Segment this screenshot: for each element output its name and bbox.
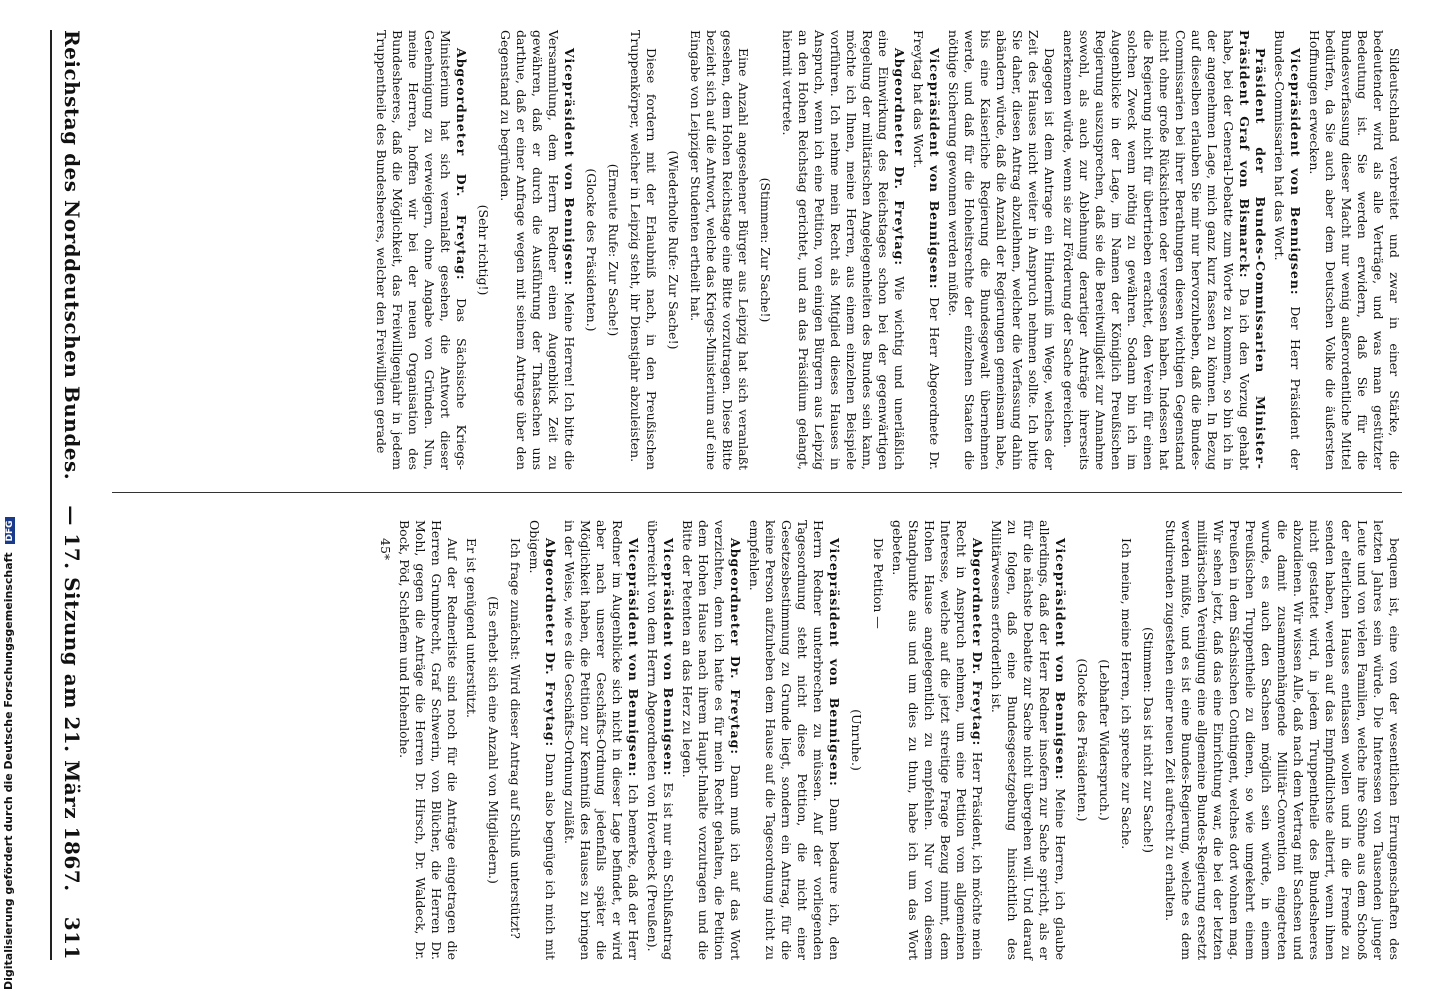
speaker-name: Abgeordneter Dr. Freytag:	[454, 48, 469, 299]
interjection	[1074, 520, 1090, 960]
paragraph-text: Eine Anzahl angesehener Bürger aus Leipzig hat sich veranlaßt gesehen, dem Hohen Reichstage eine Bitte vorzutragen. Diese Bitte bezieht sich auf die Antwort, welche das Kriegs-Ministerium auf eine Eingabe von Leipziger Studenten ertheilt hat.	[688, 30, 751, 470]
interjection	[757, 30, 773, 470]
paragraph	[746, 520, 842, 960]
paragraph	[910, 30, 942, 470]
paragraph-text: (Erneute Rufe: Zur Sache!)	[606, 163, 621, 337]
paragraph-text: Ich meine, meine Herren, ich spreche zur Sache.	[1119, 538, 1134, 850]
speaker-name: Vicepräsident von Bennigsen:	[927, 48, 942, 298]
paragraph-text: Ich frage zunächst: Wird dieser Antrag auf Schluß unterstützt?	[508, 538, 523, 939]
paragraph-text: Meine Herren, ich glaube allerdings, daß der Herr Redner insofern zur Sache spricht, als er für die nächste Debatte zur Sache nicht übergehen will. Und darauf zu folgen, daß eine Bundesgesetzgebung hinsichtlich des Militärwesens erforderlich ist.	[989, 520, 1068, 960]
paragraph	[679, 520, 743, 960]
paragraph	[1060, 30, 1268, 470]
interjection	[848, 520, 864, 960]
speaker-name: Abgeordneter Dr. Freytag:	[970, 538, 985, 752]
speaker-name: Abgeordneter Dr. Freytag:	[892, 48, 907, 277]
paragraph-text: Dagegen ist dem Antrage ein Hinderniß im Wege, welches der Zeit des Hauses nicht weiter in Anspruch nehmen sollte. Ich bitte Sie daher, diesen Antrag abzulehnen, welcher die Verfassung dahin abändern würde, daß die Anzahl der Regierungen gemeinsam habe, bis eine Kaiserliche Regierung die Bundesgewalt übernehmen werde, und daß für die Hoheitsrechte der einzelnen Staaten die nöthige Sicherung gewonnen werden müßte.	[946, 30, 1057, 470]
paragraph-text: Herr Präsident, ich möchte mein Recht in Anspruch nehmen, um eine Petition vom allgemeinen Interesse, welche auf die jetzt streitige Frage Bezug nimmt, dem Hohen Hause angelegentlich zu empfehlen. Nur von diesem Standpunkte aus und um dies zu thun, habe ich um das Wort gebeten.	[890, 520, 985, 960]
paragraph-text: (Unruhe.)	[849, 709, 864, 771]
header-title: Reichstag des Norddeutschen Bundes.	[60, 30, 84, 481]
paragraph	[1118, 520, 1134, 960]
speaker-name: Präsident der Bundes-Commissarien Minister-Präsident Graf von Bismarck:	[1237, 30, 1268, 470]
paragraph	[373, 30, 469, 470]
digitization-text: Digitalisierung gefördert durch die Deutsche Forschungsgemeinschaft	[2, 552, 15, 990]
paragraph-text: Dann also begnüge ich mich mit Obigem.	[527, 520, 558, 960]
paragraph	[1271, 30, 1303, 470]
paragraph	[988, 520, 1068, 960]
paragraph-text: 45*	[378, 538, 393, 561]
paragraph-text: Dann muß ich auf das Wort verzichten, denn ich hatte es für mein Recht gehalten, die Petition dem Hohen Hause nach ihrem Haupt-Inhalte vorzutragen und die Bitte der Petenten an das Herz zu legen.	[680, 520, 743, 960]
paragraph-text: (Glocke des Präsidenten.)	[1075, 658, 1090, 822]
page-header	[50, 30, 92, 960]
paragraph	[497, 30, 577, 470]
paragraph	[870, 520, 886, 960]
speaker-name: Vicepräsident von Bennigsen:	[1288, 48, 1303, 307]
paragraph-text: Da ich den Vorzug gehabt habe, bei der General-Debatte zum Worte zu kommen, so bin ich in der angenehmen Lage, mich ganz kurz fassen zu können. In Bezug auf dieselben erlauben Sie mir nur hervorzuheben, daß die Bundes-Commissarien bei ihrer Berathungen diesen wichtigen Gegenstand nicht ohne große Rücksichten oder vergessen haben. Indessen hat die Regierung nicht für übertrieben erachtet, den Verein für einen solchen Zweck wenn nöthig zu gewähren. Sodann bin ich im Augenblicke in der Lage, im Namen der Königlich Preußischen Regierung auszusprechen, daß sie die Bereitwilligkeit zur Annahme sowohl, als auch zur Ablehnung derartiger Anträge ihrerseits anerkennen würde, wenn sie zur Förderung der Sache gereichen.	[1061, 30, 1252, 470]
paragraph-text: Der Herr Abgeordnete Dr. Freytag hat das Wort.	[911, 30, 942, 470]
interjection	[1140, 520, 1156, 960]
paragraph-text: Die Petition —	[871, 538, 886, 629]
paragraph	[644, 520, 676, 960]
page-number: 311	[60, 916, 84, 960]
paragraph	[561, 520, 641, 960]
paragraph	[889, 520, 985, 960]
paragraph-text: Meine Herren! Ich bitte die Versammlung, dem Herrn Redner einen Augenblick Zeit zu gewähren, daß er durch die Ausführung der Thatsachen uns darthue, daß er einer Anfrage wegen mit seinem Antrage über den Gegenstand zu begründen.	[498, 30, 577, 470]
interjection	[665, 30, 681, 470]
paragraph	[945, 30, 1057, 470]
left-column	[112, 30, 1402, 470]
column-divider	[112, 492, 1402, 493]
paragraph-text: Diese fordern mit der Erlaubniß nach, in den Preußischen Truppenkörper, welcher in Leipzig steht, ihr Dienstjahr abzuleisten.	[628, 30, 659, 470]
right-column	[112, 520, 1402, 960]
speaker-name: Vicepräsident von Bennigsen:	[1053, 538, 1068, 789]
interjection	[475, 30, 491, 470]
paragraph-text: (Wiederholte Rufe: Zur Sache!)	[666, 150, 681, 350]
paragraph-text: Wie wichtig und unerläßlich eine Einwirkung des Reichstages schon bei der gegenwärtigen Regelung der militärischen Angelegenheiten des Bundes sein kann, möchte ich Ihnen, meine Herren, aus einem einzelnen Beispiele vorführen. Ich nehme mein Recht als Mitglied dieses Hauses in Anspruch, wenn ich eine Petition, von einigen Bürgern aus Leipzig an den Hohen Reichstag gerichtet, und an das Präsidium gelangt, hiermit vertrete.	[780, 30, 907, 470]
paragraph-text: Dann bedaure ich, den Herrn Redner unterbrechen zu müssen. Auf der vorliegenden Tagesordnung steht nicht diese Petition, die nicht einer Gesetzesbestimmung zu Grunde liegt, sondern ein Antrag, für die keine Person aufzuheben dem Hause auf die Tagesordnung nicht zu empfehlen.	[747, 520, 842, 960]
paragraph-text: bequem ist, eine von der wesentlichen Errungenschaften des letzten Jahres sein würde. Die Interessen von Tausenden junger Leute und von vielen Familien, welche ihre Söhne aus dem Schooß der elterlichen Hauses entlassen wollen und in die Fremde zu senden haben, werden auf das Empfindlichste alterirt, wenn ihnen nicht gestattet wird, in jedem Truppentheile des Bundesheeres abzudienen. Wir wissen Alle, daß nach dem Vertrag mit Sachsen und die damit zusammenhängende Militär-Convention eingetreten wurde, es auch den Sachsen möglich sein würde, in einem Preußischen Truppentheile zu dienen, so wie umgekehrt einem Preußen in dem Sächsischen Contingent, welches dort wohnen mag. Wir sehen jetzt, daß das eine Einrichtung war, die bei der letzten militärischen Vereinigung eine allgemeine Bundes-Regierung ersetzt werden müßte, und es ist eine Bundes-Regierung, welche es dem Studirenden zugestehen einer neuen Zeit aufrecht zu erhalten.	[1163, 520, 1402, 960]
paragraph-text: (Sehr richtig!)	[476, 204, 491, 296]
paragraph	[463, 520, 479, 960]
speaker-name: Abgeordneter Dr. Freytag:	[543, 538, 558, 753]
paragraph	[1306, 30, 1402, 470]
digitization-note	[0, 0, 20, 1000]
paragraph-text: Es ist nur ein Schlußantrag überreicht von dem Herrn Abgeordneten von Hoverbeck (Preußen).	[645, 520, 676, 960]
paragraph-text: Er ist genügend unterstützt.	[464, 538, 479, 718]
interjection	[1096, 520, 1112, 960]
header-session: — 17. Sitzung am 21. März 1867.	[60, 505, 84, 892]
speaker-name: Vicepräsident von Bennigsen:	[661, 538, 676, 783]
page-body	[32, 0, 1432, 1000]
paragraph-text: Der Herr Präsident der Bundes-Commissarien hat das Wort.	[1272, 30, 1303, 470]
interjection	[583, 30, 599, 470]
paragraph-text: (Stimmen: Das ist nicht zur Sache!)	[1141, 626, 1156, 854]
paragraph	[507, 520, 523, 960]
paragraph-text: Ich bemerke, daß der Herr Redner im Augenblicke sich nicht in dieser Lage befindet, er wird aber nach unserer Geschäfts-Ordnung jedenfalls später die Möglichkeit haben, die Petition zur Kenntniß des Hauses zu bringen in der Weise, wie es die Geschäfts-Ordnung zuläßt.	[562, 520, 641, 960]
paragraph	[526, 520, 558, 960]
paragraph-text: Auf der Rednerliste sind noch für die Anträge eingetragen die Herren Grumbrecht, Graf Schwerin, von Blücher, die Herren Dr. Mohl, gegen die Anträge die Herren Dr. Hirsch, Dr. Waldeck, Dr. Bock, Pöd, Schlefiem und Hohenlohe.	[397, 520, 460, 960]
paragraph	[687, 30, 751, 470]
interjection	[605, 30, 621, 470]
dfg-logo: DFG	[5, 517, 15, 544]
paragraph-text: (Lebhafter Widerspruch.)	[1097, 659, 1112, 821]
speaker-name: Vicepräsident von Bennigsen:	[562, 48, 577, 293]
paragraph	[627, 30, 659, 470]
paragraph-text: (Glocke des Präsidenten.)	[584, 168, 599, 332]
paragraph-text: Sildeutschland verbreitet und zwar in einer Stärke, die bedeutender wird als alle Verträge, und was man gestützter Bedeutung ist. Sie werden erwidern, daß Sie für die Bundesverfassung dieser Macht nur wenig außerordentliche Mittel bedürfen, da Sie auch aber dem Deutschen Volke die äußersten Hoffnungen erwecken.	[1307, 30, 1402, 470]
speaker-name: Abgeordneter Dr. Freytag:	[728, 538, 743, 765]
paragraph	[377, 520, 393, 960]
paragraph-text: (Stimmen: Zur Sache!)	[758, 177, 773, 323]
paragraph-text: (Es erhebt sich eine Anzahl von Mitgliedern.)	[486, 596, 501, 884]
speaker-name: Vicepräsident von Bennigsen:	[626, 538, 641, 785]
paragraph	[1162, 520, 1402, 960]
interjection	[485, 520, 501, 960]
paragraph	[396, 520, 460, 960]
speaker-name: Vicepräsident von Bennigsen:	[827, 538, 842, 798]
paragraph-text: Das Sächsische Kriegs-Ministerium hat sich veranlaßt gesehen, die Antwort dieser Genehmigung zu verweigern, ohne Angabe von Gründen. Nun, meine Herren, hoffen wir bei der neuen Organisation des Bundesheeres, daß die Möglichkeit, das Freiwilligenjahr in jedem Truppentheile des Bundesheeres, welcher den Freiwilligen gerade	[374, 30, 469, 470]
paragraph	[779, 30, 907, 470]
